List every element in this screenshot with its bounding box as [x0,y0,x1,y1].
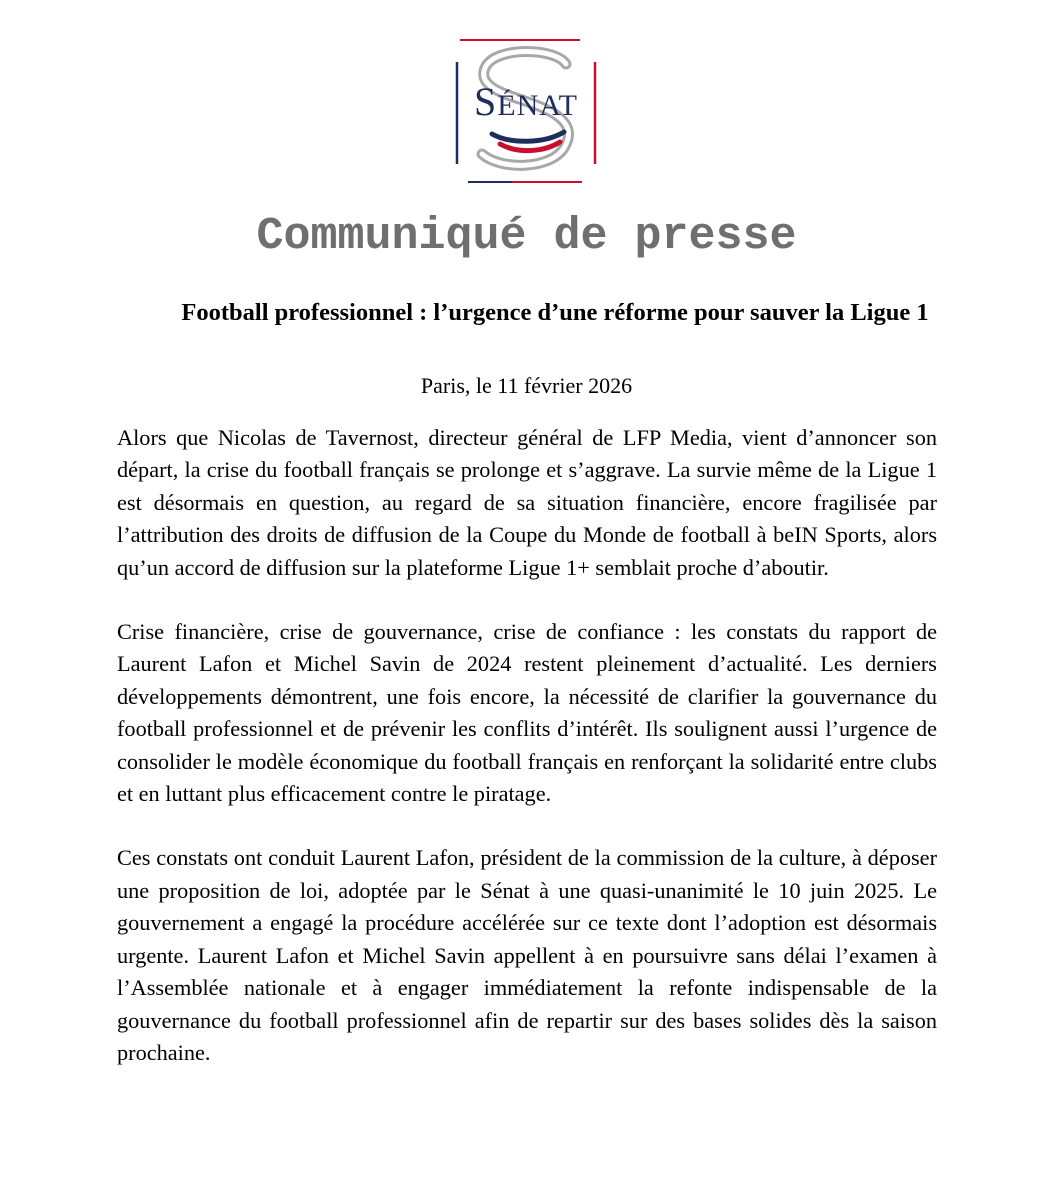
logo-wordmark-cap: S [474,79,498,124]
logo-wordmark [452,79,600,124]
document-type-title: Communiqué de presse [256,211,797,262]
logo-blue-swoosh [492,132,564,141]
body-paragraph: Alors que Nicolas de Tavernost, directeur général de LFP Media, vient d’annoncer son départ, la crise du football français se prolonge et s’aggrave. La survie même de la Ligue 1 est désormais en question, au regard de sa situation financière, encore fragilisée par l’attribution des droits de diffusion de la Coupe du Monde de football à beIN Sports, alors qu’un accord de diffusion sur la plateforme Ligue 1+ semblait proche d’aboutir. [117,425,937,580]
senat-logo [452,36,600,186]
press-release-body [117,422,937,1101]
body-paragraph: Crise financière, crise de gouvernance, crise de confiance : les constats du rapport de Laurent Lafon et Michel Savin de 2024 restent pleinement d’actualité. Les derniers développements démontrent, une fois encore, la nécessité de clarifier la gouvernance du football professionnel et de prévenir les conflits d’intérêt. Ils soulignent aussi l’urgence de consolider le modèle économique du football français en renforçant la solidarité entre clubs et en luttant plus efficacement contre le piratage. [117,619,937,807]
logo-wordmark-rest: ÉNAT [497,89,578,122]
press-release-headline: Football professionnel : l’urgence d’une réforme pour sauver la Ligue 1 [181,299,929,326]
body-paragraph: Ces constats ont conduit Laurent Lafon, président de la commission de la culture, à déposer une proposition de loi, adoptée par le Sénat à une quasi-unanimité le 10 juin 2025. Le gouvernement a engagé la procédure accélérée sur ce texte dont l’adoption est désormais urgente. Laurent Lafon et Michel Savin appellent à en poursuivre sans délai l’examen à l’Assemblée nationale et à engager immédiatement la refonte indispensable de la gouvernance du football professionnel afin de repartir sur des bases solides dès la saison prochaine. [117,845,937,1065]
dateline: Paris, le 11 février 2026 [420,373,633,398]
